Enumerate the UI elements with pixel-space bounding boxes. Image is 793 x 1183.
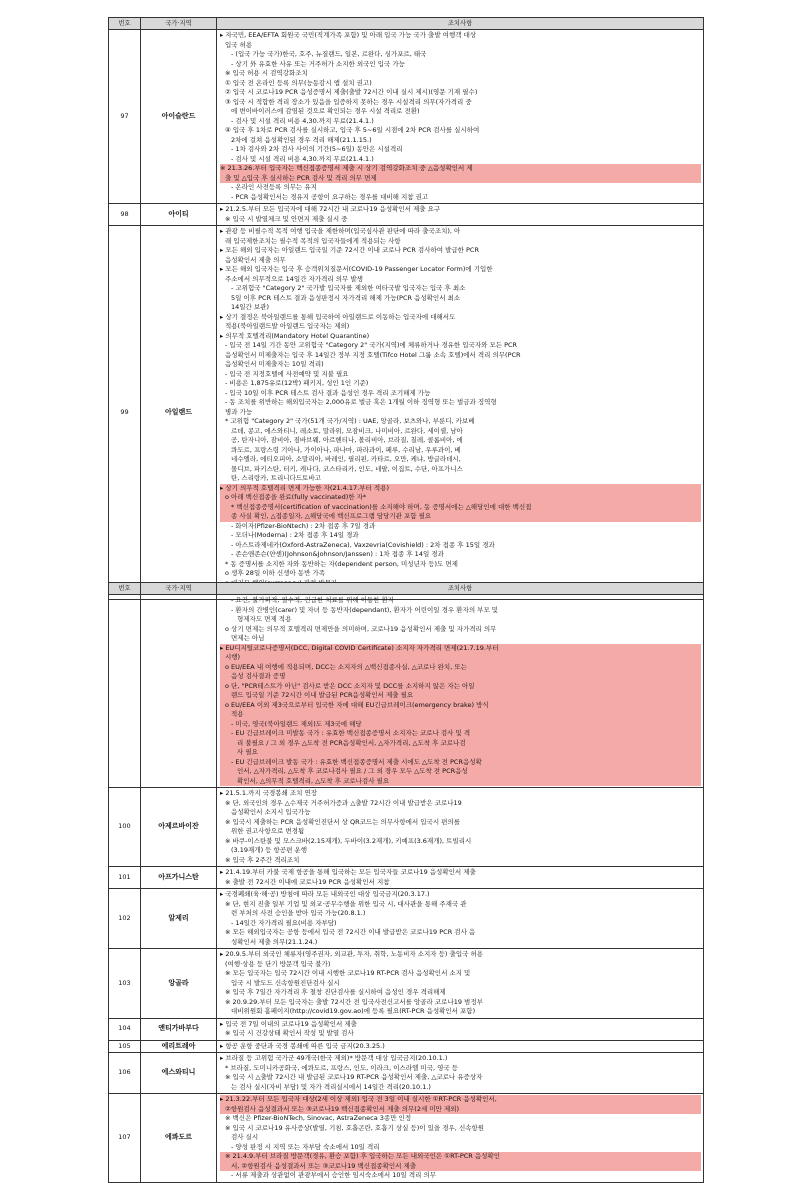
measure-line: - 14일간 자가격리 필요(비용 자부담) <box>231 918 337 927</box>
header-no: 번호 <box>109 18 141 30</box>
country-row <box>109 867 704 889</box>
measure-line: 몰디브, 파키스탄, 터키, 캐나다, 코스타리카, 인도, 네팔, 이집트, 수단, 아프가니스 <box>231 464 463 473</box>
measures-cell <box>217 889 704 949</box>
header-no: 번호 <box>109 583 141 595</box>
country-name: 앙골라 <box>141 949 217 1019</box>
highlighted-measure-line: 서, ②항원검사 음성결과서 또는 ③코로나19 백신접종확인서 제출 <box>220 1162 701 1172</box>
highlighted-measure-line: * 백신접종증명서(certification of vaccination)를 소지해야 하며, 동 증명서에는 △해당인에 대한 백신접 <box>220 503 701 513</box>
highlighted-measure-line: ※ 21.4.9.부터 브라질 방문객(경유, 환승 포함) 후 입국하는 모든 내외국인은 ①RT-PCR 음성확인 <box>220 1152 701 1162</box>
country-name: 알제리 <box>141 889 217 949</box>
measure-line: - 동 조치를 위반하는 해외입국자는 2,000유로 벌금 혹은 1개월 이하 징역형 또는 벌금과 징역형 <box>225 398 497 406</box>
row-number: 99 <box>109 226 141 600</box>
measure-line: ▸ 21.2.5.부터 모든 입국자에 대해 72시간 내 코로나19 음성확인서 제출 요구 <box>220 205 441 213</box>
measure-line: ▸ 브라질 등 고위험 국가군 49개국(한국 제외)* 방문객 대상 입국금지(20.10.1.) <box>220 1054 448 1062</box>
measure-line: ▸ 21.4.19.부터 카불 국제 항공을 통해 입국하는 모든 입국자들 코로나19 음성확인서 제출 <box>220 868 476 876</box>
measure-line: ※ 단, 현지 진출 일부 기업 및 외교·공무수행을 위한 입국 시, 대사관을 통해 주재국 관 <box>225 899 467 908</box>
row-number: 103 <box>109 949 141 1019</box>
measure-line: ▸ 20.9.5.부터 외국인 체류자(영주권자, 외교관, 투자, 취학, 노동비자 소지자 등) 출입국 허용 <box>220 950 483 958</box>
measure-line: 주소에서 의무적으로 14일간 자가격리 의무 발생 <box>225 274 363 283</box>
measure-line: 입국 허용 <box>225 40 253 49</box>
measure-line: 공, 탄자니아, 잠비아, 짐바브웨, 아르헨티나, 볼리비아, 브라질, 칠레, 콜롬비아, 에 <box>231 436 463 444</box>
country-name: 에콰도르 <box>141 1094 217 1183</box>
highlighted-measure-line: 랜드 입국일 기준 72시간 이내 발급된 PCR음성확인서 제출 필요 <box>220 691 701 701</box>
measure-line: 위한 권고사항으로 변경됨 <box>231 827 305 835</box>
measure-line: 병과 가능 <box>225 407 253 416</box>
measures-cell <box>217 949 704 1019</box>
measure-line: 5일 이후 PCR 테스트 결과 음성판정시 자가격리 해제 가능(PCR 음성확인서 최소 <box>231 293 461 302</box>
highlighted-measure-line: 사 필요 <box>220 748 701 758</box>
measure-line: 입국 시 발도드 신속항원진단검사 실시 <box>231 978 340 987</box>
country-name <box>141 595 217 788</box>
measure-line: o 생후 28일 이하 신생아 동반 가족 <box>225 569 325 577</box>
measure-line: 콰도르, 프랑스령 기아나, 가이아나, 파나마, 파라과이, 페루, 수리남, 우루과이, 베 <box>231 445 461 454</box>
measure-line: - PCR 음성확인서는 경유지 공항이 요구하는 경우를 대비해 지참 권고 <box>231 192 429 201</box>
measure-line: ※ 모든 해외입국자는 공항 등에서 입국 전 72시간 이내 발급받은 코로나19 PCR 검사 음 <box>225 928 476 936</box>
measure-line: ※ 입국 시 건강상태 확인서 작성 및 발열 검사 <box>225 1029 354 1037</box>
country-name: 아일랜드 <box>141 226 217 600</box>
measure-line: o 상기 면제는 의무적 호텔격리 면제만을 의미하며, 코로나19 음성확인서 제출 및 자가격리 의무 <box>225 624 497 633</box>
measure-line: 에 변이바이러스에 감염된 것으로 확인되는 경우 시설 격리로 전환) <box>231 107 420 115</box>
measure-line: ※ 입국시 제출하는 PCR 음성확인진단서 상 QR코드는 의무사항에서 입국시 편의를 <box>225 817 461 826</box>
measure-line: 음성확인서 소지시 입국가능 <box>231 808 311 816</box>
highlighted-measure-line: o 아래 백신접종을 완료(fully vaccinated)한 자* <box>220 493 701 503</box>
country-name: 에리트레아 <box>141 1040 217 1053</box>
measure-line: ▸ 항공 운항 중단과 국경 봉쇄에 따른 입국 금지(20.3.25.) <box>220 1041 385 1050</box>
highlighted-measure-line: ▸ EU디지털코로나증명서(DCC, Digital COVID Certificate) 소지자 자가격리 면제(21.7.19.부터 <box>220 644 701 654</box>
measure-line: 성확인서 제출 의무(21.1.24.) <box>231 937 318 946</box>
row-number: 104 <box>109 1018 141 1040</box>
highlighted-measure-line: ※ 21.3.26.부터 입국자는 백신접종증명서 제출 시 상기 검역강화조치 중 △음성확인서 제 <box>220 164 701 174</box>
measures-cell <box>217 1053 704 1094</box>
measure-line: ▸ 모든 해외 입국자는 입국 후 승객위치질문서(COVID-19 Passenger Locator Form)에 기입한 <box>220 265 493 273</box>
country-row <box>109 1094 704 1183</box>
measure-line: (여행·상용 등 단기 방문객 입국 불가) <box>225 959 331 968</box>
country-row <box>109 1040 704 1053</box>
measure-line: 적용(북아일랜드발 아일랜드 입국자는 제외) <box>225 322 350 330</box>
measure-line: - 요건, 불가피적, 필수적, 긴급한 치료를 위해 이동한 환자 <box>231 596 395 604</box>
measure-line: - 환자의 간병인(carer) 및 자녀 등 동반자(dependant), 환자가 어린이일 경우 환자의 부모 및 <box>231 605 499 614</box>
row-number: 98 <box>109 204 141 226</box>
measure-line: ※ 입국 시 코로나19 유사증상(발열, 기침, 호흡곤란, 호흡기 상실 등)이 있을 경우, 신속항원 <box>225 1123 485 1132</box>
measure-line: 음성확인서 제출 의무 <box>225 255 286 264</box>
header-measures: 조치사항 <box>217 583 704 595</box>
measure-line: 련 부처의 사전 승인을 받아 입국 가능(20.8.1.) <box>231 909 366 917</box>
row-number: 101 <box>109 867 141 889</box>
measure-line: ※ 입국 후 7일간 자가격리 후 철창 진단검사를 실시하여 음성인 경우 격리해제 <box>225 988 446 996</box>
measure-line: ③ 입국 시 적합한 격리 장소가 있음을 입증하지 못하는 경우 시설격리 의무(자가격리 중 <box>225 97 472 106</box>
row-number: 105 <box>109 1040 141 1053</box>
measure-line: 면제는 아님 <box>231 634 265 642</box>
highlighted-measure-line: o 단, "PCR테스트가 아닌" 검사로 받은 DCC 소지자 및 DCC를 소지하지 않은 자는 아일 <box>220 682 701 692</box>
measure-line: - 온라인 사전등록 의무는 유지 <box>231 183 317 191</box>
measure-line: - 존슨앤존슨(얀센)(Johnson&Johnson/Janssen) : 1차 접종 후 14일 경과 <box>231 550 444 558</box>
measure-line: - 검사 및 시설 격리 비용 4,30.까지 무료(21.4.1.) <box>231 116 374 125</box>
measure-line: * 동 증명서를 소지한 자와 동반하는 자(dependent person, 미성년자 등)도 면제 <box>225 559 458 568</box>
highlighted-measure-line: 음성 검사결과 증명 <box>220 672 701 682</box>
measure-line: - 검사 및 시설 격리 비용 4,30.까지 무료(21.4.1.) <box>231 154 374 163</box>
measure-line: 네수엘라, 에티오피아, 소말리아, 바레인, 필리핀, 카타르, 오만, 케냐, 방글라데시, <box>231 455 461 463</box>
highlighted-measure-line: 확인서, △의무적 호텔격리, △도착 후 코로나검사 필요 <box>220 777 701 787</box>
measure-line: 검사 실시 <box>231 1133 259 1141</box>
highlighted-measure-line: 인서, △자가격리, △도착 후 코로나검사 필요 / 그 외 경우 모두 △도착 전 PCR음성 <box>220 767 701 777</box>
header-measures: 조치사항 <box>217 18 704 30</box>
measures-cell <box>217 1094 704 1183</box>
measure-line: - 화이자(Pfizer-BioNtech) : 2차 접종 후 7일 경과 <box>231 521 376 530</box>
measures-cell <box>217 204 704 226</box>
country-row <box>109 949 704 1019</box>
row-number: 106 <box>109 1053 141 1094</box>
measure-line: - (입국 가능 국가)한국, 호주, 뉴질랜드, 일본, 르완다, 싱가포르, 태국 <box>231 50 427 58</box>
highlighted-measure-line: ②항원검사 음성결과서 또는 ③코로나19 백신접종확인서 제출 의무(2세 미만 제외) <box>220 1105 701 1115</box>
highlighted-measure-line: o EU/EEA 내 여행에 적용되며, DCC는 소지자의 △백신접종사실, △코로나 완치, 또는 <box>220 663 701 673</box>
measures-cell <box>217 226 704 600</box>
measure-line: ④ 입국 후 1차로 PCR 검사를 실시하고, 입국 후 5~6일 시점에 2차 PCR 검사를 실시하여 <box>225 126 480 134</box>
measure-line: ※ 모든 입국자는 입국 72시간 이내 시행한 코로나19 RT-PCR 검사 음성확인서 소지 및 <box>225 969 471 977</box>
header-country: 국가·지역 <box>141 583 217 595</box>
country-row <box>109 595 704 788</box>
measure-line: ※ 출발 전 72시간 이내에 코로나19 PCR 음성확인서 지참 <box>225 877 390 886</box>
country-name: 아이슬란드 <box>141 30 217 204</box>
country-row <box>109 889 704 949</box>
measure-line: * 고위험 "Category 2" 국가(51개 국가/지역) : UAE, 앙골라, 보츠와나, 부룬디, 카보베 <box>225 417 475 425</box>
country-row <box>109 788 704 867</box>
highlighted-measure-line: 시행) <box>220 653 701 663</box>
row-number <box>109 595 141 788</box>
measure-line: 대비위원회 홈페이지(http://covid19.gov.ao)에 등록 필요(RT-PCR 음성확인서 포함) <box>231 1007 476 1015</box>
country-row <box>109 1053 704 1094</box>
measures-cell <box>217 867 704 889</box>
measure-line: ① 입국 전 온라인 등록 의무(능동감시 앱 설치 권고) <box>225 78 372 87</box>
measure-line: 음성확인서 미제출자는 입국 후 14일간 정부 지정 호텔(Tifco Hotel 그룹 소속 호텔)에서 격리 의무(PCR <box>225 350 521 359</box>
measure-line: - 입국 전 지정호텔에 사전예약 및 지불 필요 <box>225 369 349 378</box>
country-name: 아제르바이잔 <box>141 788 217 867</box>
country-row <box>109 226 704 600</box>
measure-line: ※ 20.9.29.부터 모든 입국자는 출발 72시간 전 입국사전신고서를 앙골라 코로나19 범정부 <box>225 997 483 1006</box>
measure-line: ▸ 입국 전 7일 이내의 코로나19 음성확인서 제출 <box>220 1019 357 1028</box>
row-number: 107 <box>109 1094 141 1183</box>
highlighted-measure-line: 적용 <box>220 710 701 720</box>
country-row <box>109 30 704 204</box>
measure-line: 형제자도 면제 적용 <box>237 615 292 623</box>
measure-line: 2차에 걸쳐 음성확인된 경우 격리 해제(21.1.15.) <box>231 135 372 144</box>
measure-line: ▸ 21.5.1.까지 국경봉쇄 조치 연장 <box>220 789 318 797</box>
measure-line: ※ 입국 시 △출발 72시간 내 발급된 코로나19 RT-PCR 음성확인서 제출, △코로나 유증상자 <box>225 1073 483 1081</box>
highlighted-measure-line: - EU 긴급브레이크 발동 국가 : 유효한 백신접종증명서 제출 시에도 △도착 전 PCR음성확 <box>220 758 701 768</box>
measure-line: 음성확인서 미제출자는 10일 격리) <box>225 360 324 368</box>
measure-line: ② 입국 시 코로나19 PCR 음성증명서 제출(출발 72시간 이내 실시 제시)(영문 기재 필수) <box>225 88 478 96</box>
country-row <box>109 1018 704 1040</box>
measure-line: - 1차 검사와 2차 검사 사이의 기간(5~6일) 동안은 시설격리 <box>231 145 403 153</box>
measures-cell <box>217 1040 704 1053</box>
row-number: 97 <box>109 30 141 204</box>
country-name: 앤티가바부다 <box>141 1018 217 1040</box>
header-country: 국가·지역 <box>141 18 217 30</box>
measure-line: ※ 입국 후 2주간 격리조치 <box>225 855 300 864</box>
measure-line: ※ 바쿠-이스탄불 및 모스크바(2.15재개), 두바이(3.2재개), 키예프(3.6재개), 트빌리시 <box>225 836 472 845</box>
highlighted-measure-line: o EU/EEA 이외 제3국으로부터 입국한 자에 대해 EU긴급브레이크(emergency brake) 방식 <box>220 701 701 711</box>
measure-line: * 브라질, 도미니카공화국, 에콰도르, 프랑스, 인도, 이라크, 이스라엘 미국, 영국 등 <box>225 1063 459 1072</box>
measure-line: ▸ 모든 해외 입국자는 아일랜드 입국일 기준 72시간 이내 코로나 PCR 검사하여 발급한 PCR <box>220 246 479 254</box>
country-name: 아이티 <box>141 204 217 226</box>
measure-line: - 비용은 1,875유로(12박) 패키지, 성인 1인 기준) <box>225 379 369 387</box>
country-name: 에스와티니 <box>141 1053 217 1094</box>
country-name: 아프가니스탄 <box>141 867 217 889</box>
measure-line: - 상기 外 유효한 사유 또는 거주허가 소지한 외국인 입국 가능 <box>231 59 405 68</box>
measures-cell <box>217 1018 704 1040</box>
highlighted-measure-line: - 미국, 영국(북아일랜드 제외)도 제3국에 해당 <box>220 720 701 730</box>
measure-line: ▸ 관광 등 비필수적 목적 여행 입국을 제한하며(입국심사관 판단에 따라 출국조치), 아 <box>220 227 461 235</box>
highlighted-measure-line: 종 사실 확인, △접종일자, △해당국에 백신프로그램 담당기관 포함 필요 <box>220 512 701 522</box>
measure-line: ▸ 의무적 호텔격리(Mandatory Hotel Quarantine) <box>220 331 370 340</box>
highlighted-measure-line: ▸ 21.3.22.부터 모든 입국자 대상(2세 이상 제외) 입국 전 3일 이내 실시한 ①RT-PCR 음성확인서, <box>220 1095 701 1105</box>
measure-line: 르데, 콩고, 에스와티니, 레소토, 말라위, 모잠비크, 나미비아, 르완다, 세이셸, 남아 <box>231 426 463 435</box>
measure-line: 래 입국제한조치는 필수적 목적의 입국자들에게 적용되는 사항 <box>225 236 401 245</box>
highlighted-measure-line: ▸ 상기 의무적 호텔격리 면제 가능한 자(21.4.17.부터 적용) <box>220 484 701 494</box>
measure-line: - 입국 전 14일 기간 동안 고위험국 "Category 2" 국가(지역)에 체류하거나 경유한 입국자와 모든 PCR <box>225 341 518 349</box>
row-number: 100 <box>109 788 141 867</box>
measure-line: 탄, 스리랑카, 트리니다드토바고 <box>231 474 321 482</box>
measure-line: ※ 입국 허용 시 검역강화조치 <box>225 69 308 77</box>
row-number: 102 <box>109 889 141 949</box>
highlighted-measure-line: - EU 긴급브레이크 미발동 국가 : 유효한 백신접종증명서 소지자는 코로나 검사 및 격 <box>220 729 701 739</box>
measure-line: (3.19재개) 등 항공편 운행 <box>231 846 307 854</box>
highlighted-measure-line: 리 불필요 / 그 외 경우 △도착 전 PCR음성확인서, △자가격리, △도착 후 코로나검 <box>220 739 701 749</box>
measure-line: - 모더나(Moderna) : 2차 접종 후 14일 경과 <box>231 531 359 539</box>
measure-line: ※ 백신은 Pfizer-BioNTech, Sinovac, AstraZeneca 3종만 인정 <box>225 1114 412 1122</box>
measure-line: ※ 단, 외국인의 경우 △수제국 거주허가증과 △출발 72시간 이내 발급받은 코로나19 <box>225 798 462 807</box>
measure-line: - 입국 10일 이후 PCR 테스트 검사 결과 음성인 경우 격리 조기해제 가능 <box>225 388 431 397</box>
measure-line: ▸ 상기 결정은 북아일랜드를 통해 입국하여 아일랜드로 이동하는 입국자에 대해서도 <box>220 312 456 321</box>
measure-line: 14일간 보관) <box>231 303 269 311</box>
measures-cell <box>217 595 704 788</box>
highlighted-measure-line: 출 및 △입국 후 실시하는 PCR 검사 및 격리 의무 면제 <box>220 174 701 184</box>
measure-line: ▸ 국경폐쇄(육·해·공) 방침에 따라 모든 내외국인 대상 입국금지(20.3.17.) <box>220 890 430 898</box>
measures-table-page-2 <box>108 582 704 1183</box>
table-header-row <box>109 18 704 30</box>
measure-line: 는 검사 실시(자비 부담) 및 자가 격리실시에서 14일간 격리(20.10.1.) <box>231 1082 431 1091</box>
measure-line: - 양성 판정 시 지역 또는 자부담 숙소에서 10일 격리 <box>231 1142 380 1151</box>
measure-line: - 아스트라제네카(Oxford-AstraZeneca), Vaxzevria(Covishield) : 2차 접종 후 15일 경과 <box>231 540 495 549</box>
measure-line: - 서류 제출과 상관없이 관광부에서 승인한 임시숙소에서 10일 격리 의무 <box>231 1171 437 1179</box>
measure-line: - 고위험국 "Category 2" 국가발 입국자를 제외한 여타국발 입국자는 입국 후 최소 <box>231 284 466 292</box>
measures-table-page-1 <box>108 17 704 600</box>
measure-line: ▸ 자국민, EEA/EFTA 회원국 국민(직계가족 포함) 및 아래 입국 가능 국가 출발 여행객 대상 <box>220 31 477 39</box>
measure-line: ※ 입국 시 발열체크 및 안면지 제출 실시 중 <box>225 214 348 223</box>
measures-cell <box>217 30 704 204</box>
country-row <box>109 204 704 226</box>
measures-cell <box>217 788 704 867</box>
table-header-row <box>109 583 704 595</box>
